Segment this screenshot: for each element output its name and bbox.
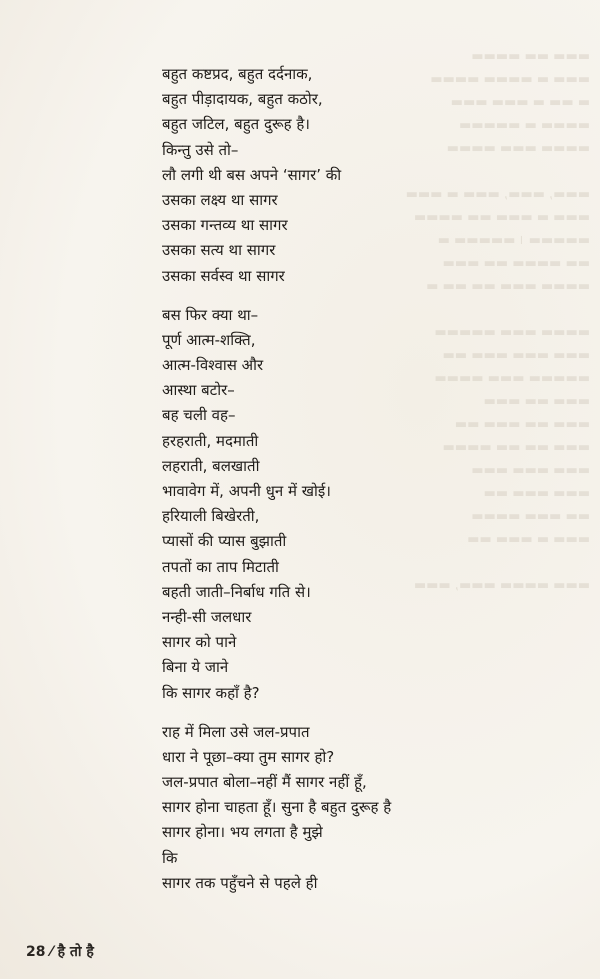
poem-line: जल-प्रपात बोला–नहीं मैं सागर नहीं हूँ, [162,773,367,792]
poem-line: राह में मिला उसे जल-प्रपात [162,722,310,741]
stanza-1 [162,62,522,289]
poem-line: लहराती, बलखाती [162,456,260,475]
poem-line: सागर को पाने [162,633,237,652]
poem-line: भावावेग में, अपनी धुन में खोई। [162,482,331,500]
poem-line: उसका सत्य था सागर [162,241,276,260]
poem-line: हरहराती, मदमाती [162,431,259,450]
poem-line: कि सागर कहाँ है? [162,683,260,702]
poem-line: बहुत कष्टप्रद, बहुत दर्दनाक, [162,65,313,83]
poem-line: सागर तक पहुँचने से पहले ही [162,873,318,892]
poem-line: बहती जाती–निर्बाध गति से। [162,582,311,601]
poem-line: बहुत पीड़ादायक, बहुत कठोर, [162,90,323,109]
poem-line: उसका लक्ष्य था सागर [162,190,278,209]
poem-line: धारा ने पूछा–क्या तुम सागर हो? [162,747,335,766]
poem-line: लौ लगी थी बस अपने ‘सागर’ की [162,165,342,184]
stanza-gap [162,289,522,303]
poem-line: नन्ही-सी जलधार [162,607,252,626]
poem-body [162,62,522,896]
poem-line: उसका गन्तव्य था सागर [162,216,288,235]
poem-line: पूर्ण आत्म-शक्ति, [162,330,256,349]
bleed-through-text: ▬▬▬ ▬▬ ▬▬▬▬ ▬▬▬ ▬ ▬▬▬▬ ▬▬▬▬ ▬ ▬▬ ▬ ▬▬▬ ▬▬▬ ▬▬▬▬ ▬ ▬▬▬▬▬ ▬▬▬▬ ▬▬▬ ▬▬▬▬ ▬▬▬, ▬▬▬, ▬▬▬ ▬ ▬▬▬ ▬▬▬ ▬ ▬▬▬ ▬▬ ▬▬▬▬ ▬▬▬▬▬ । ▬▬▬▬▬ ▬ ▬▬ ▬▬▬▬ ▬▬ ▬▬▬ ▬▬▬▬ ▬▬▬ ▬▬ ▬▬ ▬ ▬▬▬▬ ▬▬▬ ▬▬▬▬▬ ▬▬▬ ▬▬▬ ▬▬▬ ▬▬ ▬▬▬▬▬ ▬▬▬ ▬▬▬▬ ▬▬▬ ▬▬ ▬▬▬ ▬▬▬ ▬▬ ▬▬▬ ▬▬ ▬▬▬ ▬▬ ▬▬ ▬▬▬▬ ▬▬▬ ▬▬▬ ▬▬▬ ▬▬▬ ▬▬▬ ▬▬ ▬▬ ▬▬▬ ▬▬▬▬ ▬▬▬ ▬ ▬▬▬ ▬▬ ▬▬▬ ▬▬▬▬ ▬▬▬, ▬▬▬ [405,49,590,593]
page-footer: 28 ⁄ है तो है [26,944,94,960]
poem-line: आस्था बटोर– [162,381,235,400]
poem-line: कि [162,848,178,867]
stanza-3 [162,720,522,896]
poem-line: बस फिर क्या था– [162,305,259,324]
poem-line: आत्म-विश्वास और [162,356,264,375]
poem-line: तपतों का ताप मिटाती [162,557,279,576]
stanza-gap [162,706,522,720]
poem-line: किन्तु उसे तो– [162,140,239,159]
poem-line: सागर होना। भय लगता है मुझे [162,823,323,842]
poem-line: उसका सर्वस्व था सागर [162,266,285,285]
poem-line: प्यासों की प्यास बुझाती [162,532,287,551]
poem-line: बहुत जटिल, बहुत दुरूह है। [162,115,310,134]
poem-line: बह चली वह– [162,406,236,425]
poem-line: बिना ये जाने [162,658,229,677]
poem-line: हरियाली बिखेरती, [162,507,260,526]
stanza-2 [162,303,522,706]
poem-line: सागर होना चाहता हूँ। सुना है बहुत दुरूह है [162,798,392,817]
